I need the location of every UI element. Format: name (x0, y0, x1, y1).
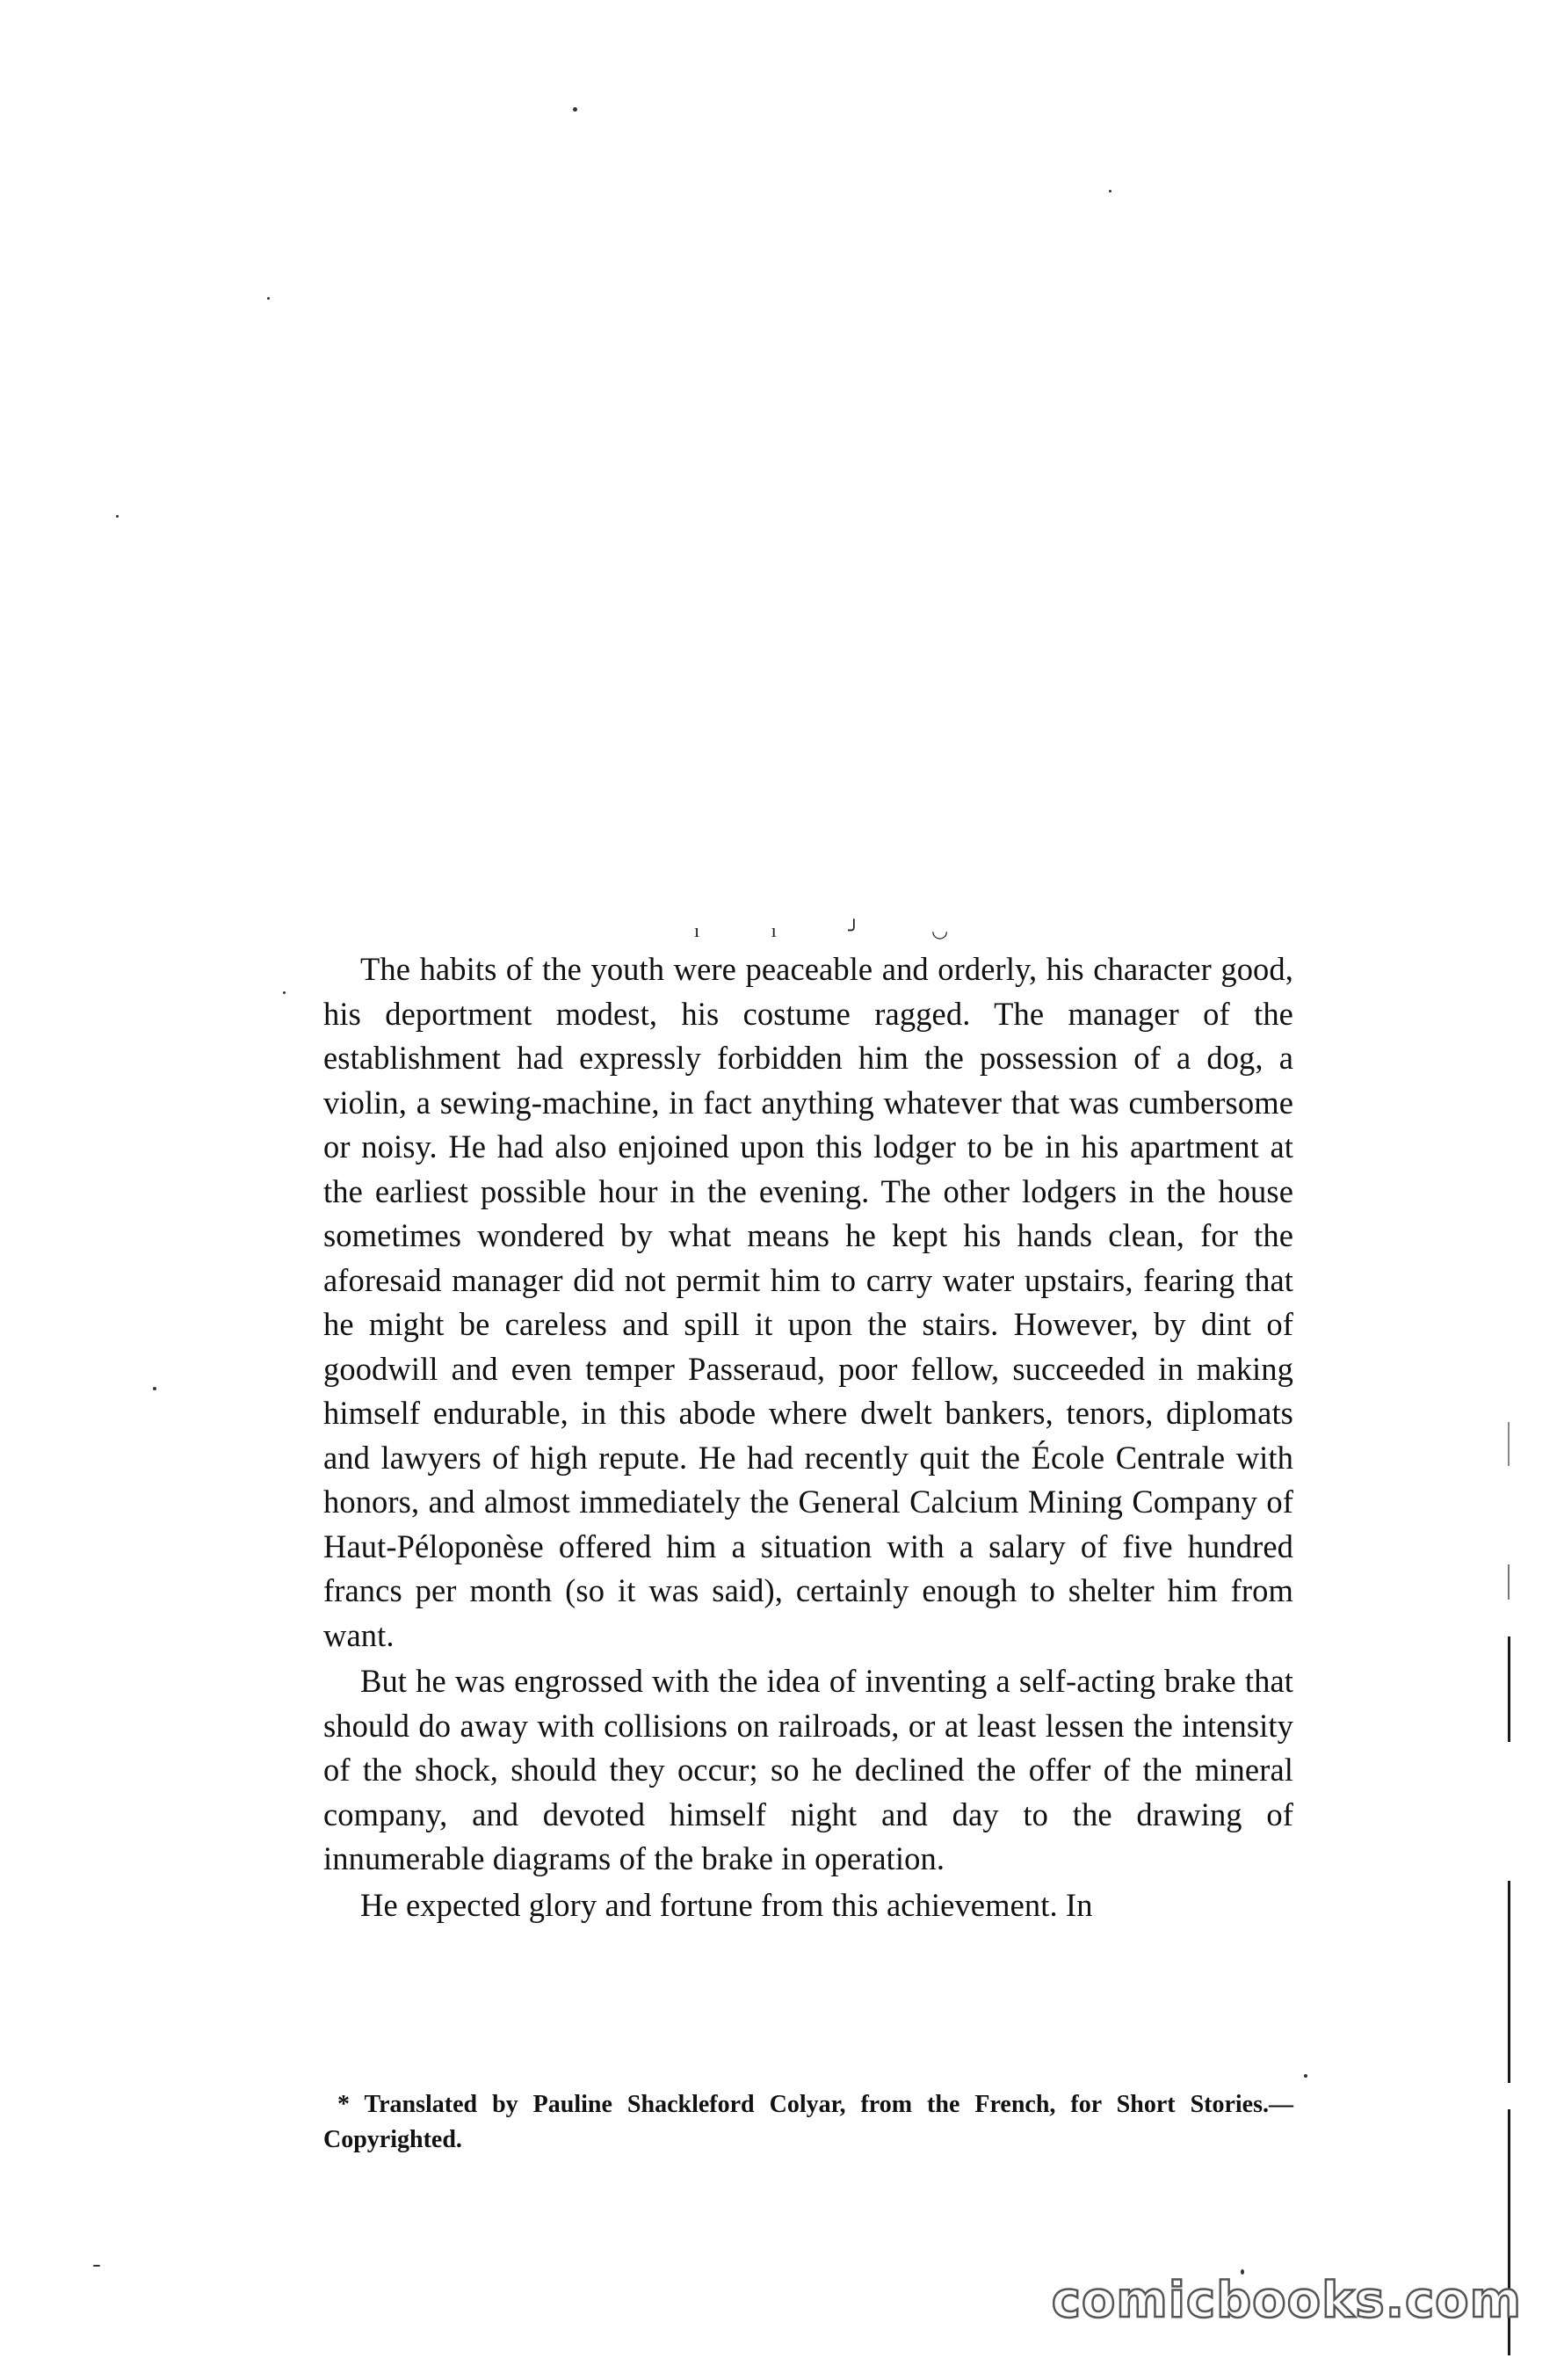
page-edge-mark (1508, 1881, 1510, 2083)
story-body (323, 947, 1293, 1927)
scan-speck (153, 1387, 156, 1390)
scan-speck (93, 2265, 100, 2267)
scan-speck (283, 991, 286, 994)
page-edge-mark (1508, 1636, 1510, 1742)
cropped-text-fragment: ı ı ╯ ◡ (694, 919, 982, 941)
scan-speck (1304, 2074, 1307, 2078)
page-edge-mark (1508, 1564, 1510, 1600)
paragraph-2: But he was engrossed with the idea of inventing a self-acting brake that should do away with collisions on railroads, or at least lessen the intensity of the shock, should they occur; so he declined the offer of the mineral company, and devoted himself night and day to the drawing of innumerable diagrams of the brake in operation. (323, 1663, 1293, 1876)
watermark-logo: comicbooks.com (1051, 2272, 1522, 2329)
scan-speck (573, 107, 577, 112)
translation-footnote: * Translated by Pauline Shackleford Colyar, from the French, for Short Stories.—Copyrighted. (323, 2091, 1293, 2153)
paragraph-3: He expected glory and fortune from this achievement. In (360, 1886, 1093, 1923)
page-edge-mark (1508, 1422, 1510, 1466)
scan-speck (116, 515, 119, 518)
scan-speck (267, 297, 270, 300)
paragraph-1: The habits of the youth were peaceable and orderly, his character good, his deportment modest, his costume ragged. The manager of the establishment had expressly forbidden him the possession of a dog, a violin, a sewing-machine, in fact anything whatever that was cumbersome or noisy. He had also enjoined upon this lodger to be in his apartment at the earliest possible hour in the evening. The other lodgers in the house sometimes wondered by what means he kept his hands clean, for the aforesaid manager did not permit him to carry water upstairs, fearing that he might be careless and spill it upon the stairs. However, by dint of goodwill and even temper Passeraud, poor fellow, succeeded in making himself endurable, in this abode where dwelt bankers, tenors, diplomats and lawyers of high repute. He had recently quit the École Centrale with honors, and almost immediately the General Calcium Mining Company of Haut-Péloponèse offered him a situation with a salary of five hundred francs per month (so it was said), certainly enough to shelter him from want. (323, 951, 1293, 1653)
scan-speck (1109, 190, 1111, 192)
